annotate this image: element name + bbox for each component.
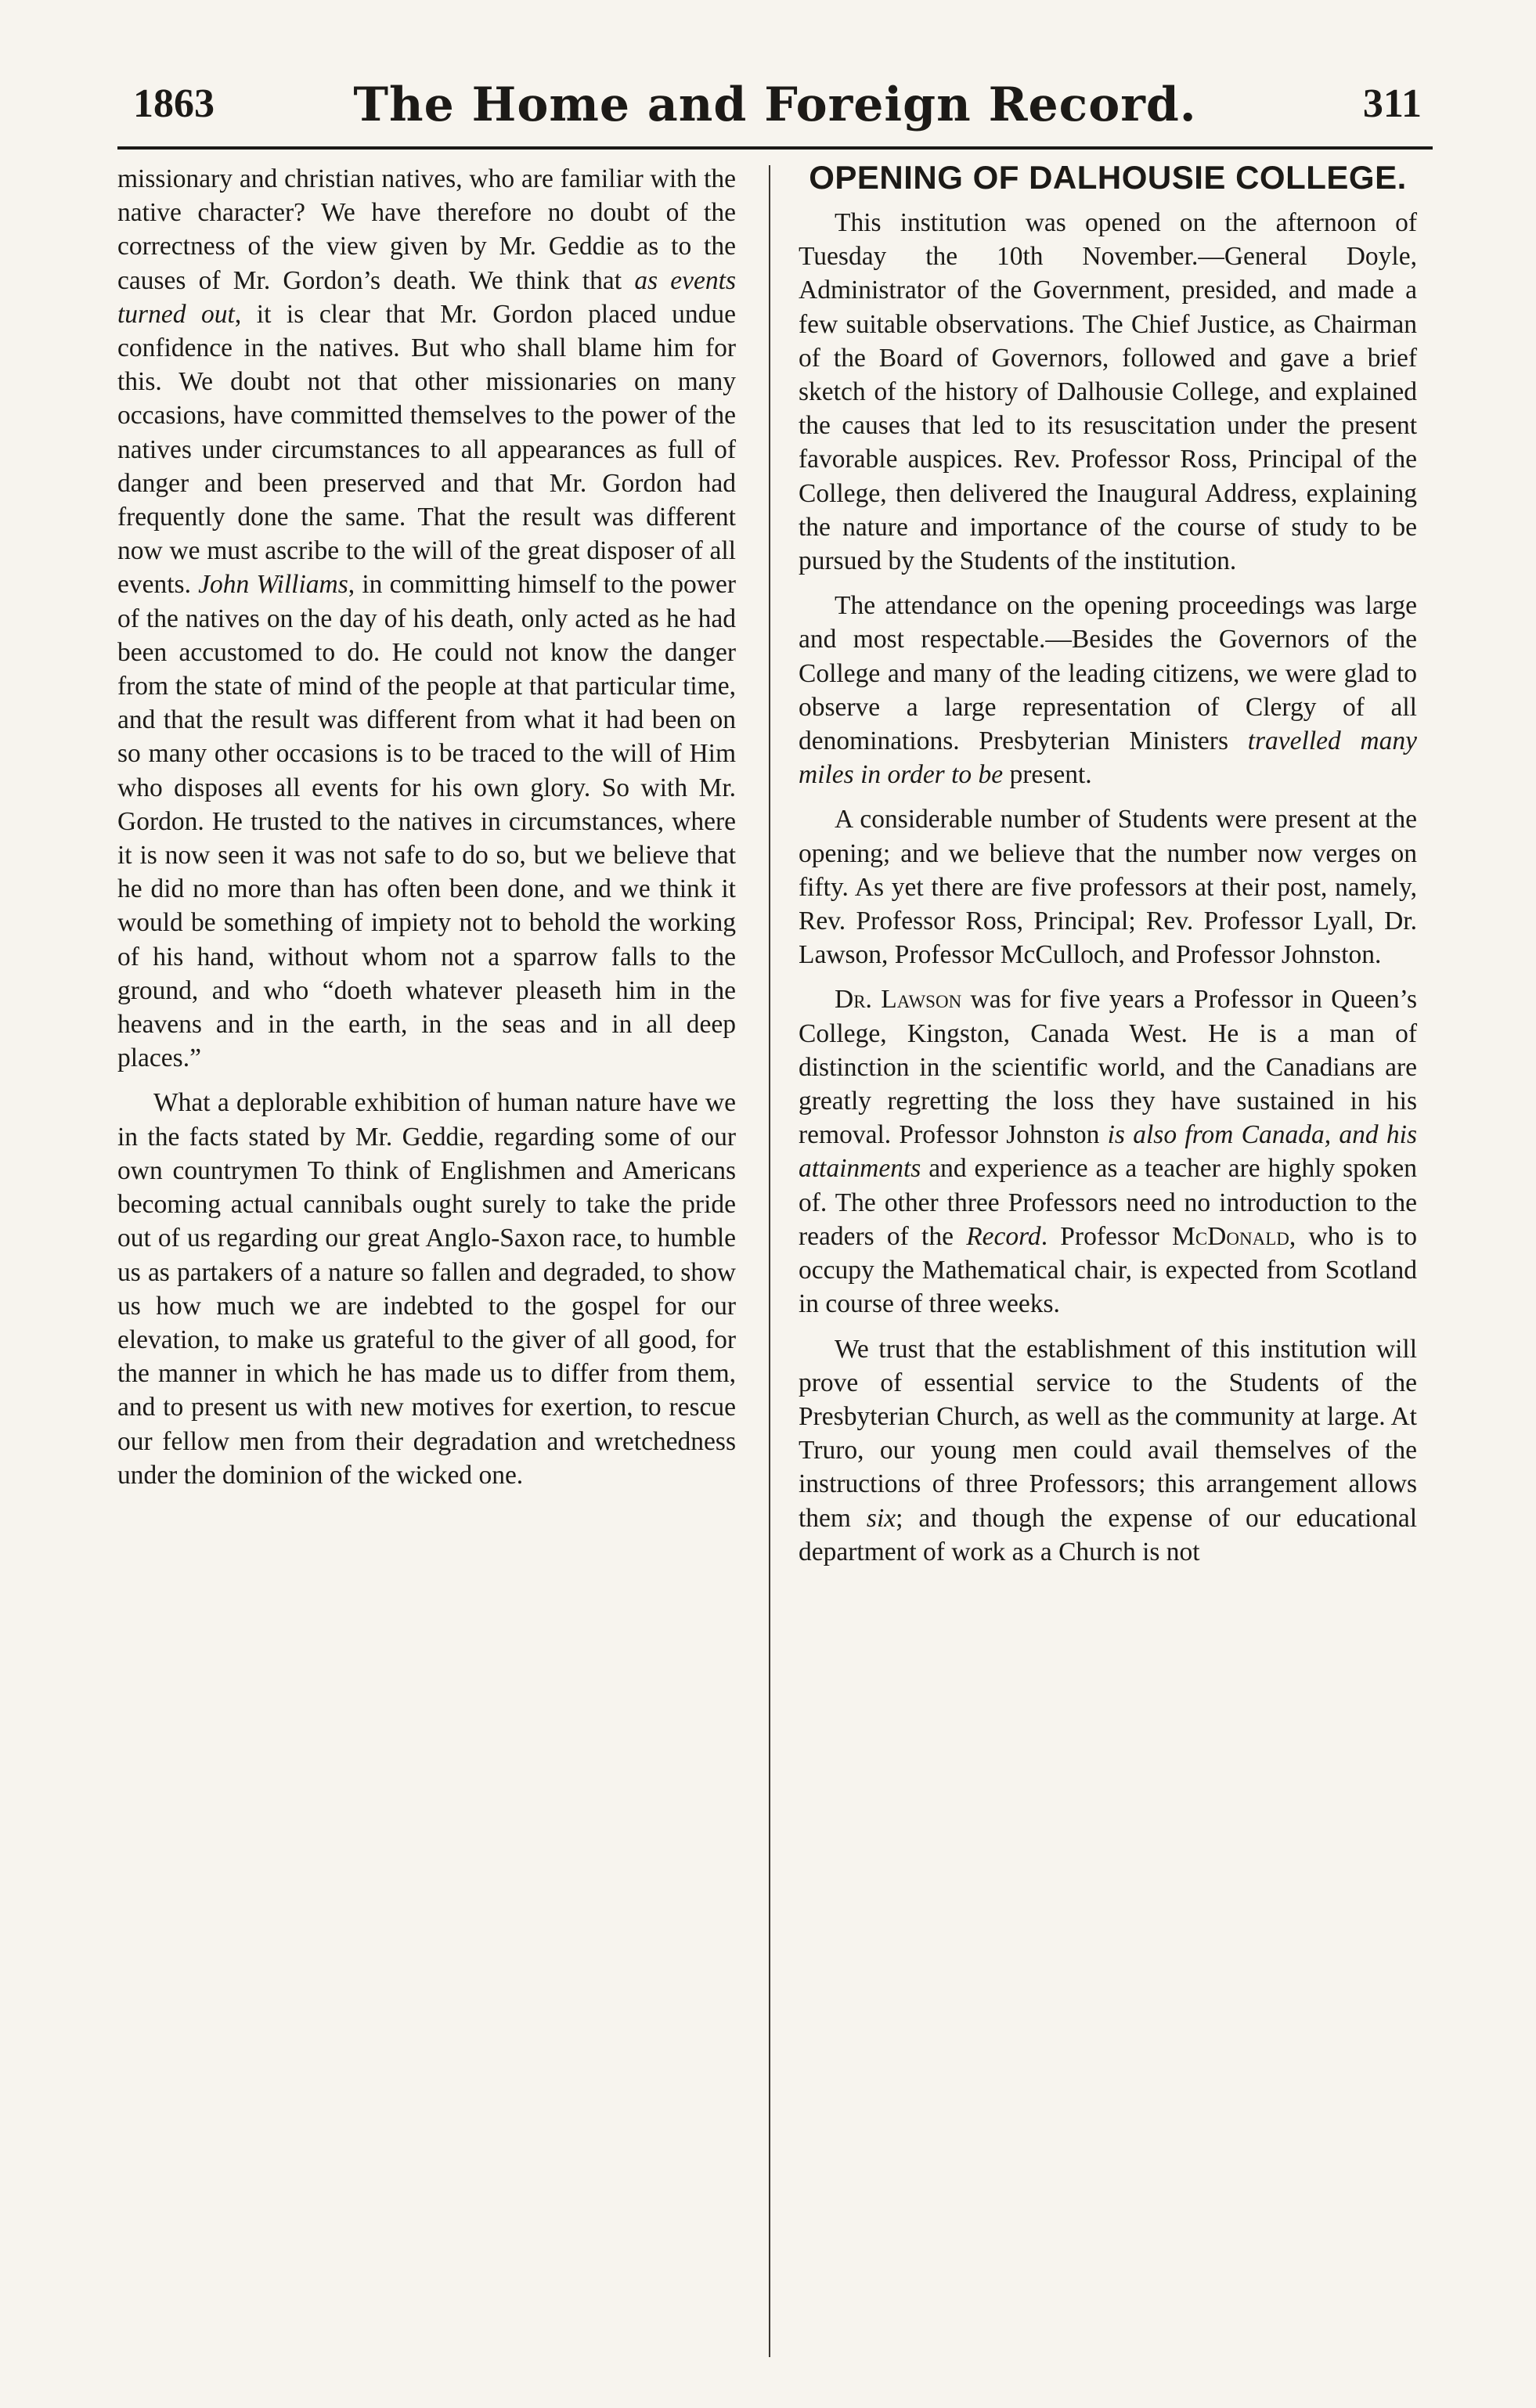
text-segment: was for five years a Professor in Queen’s College, Kingston, Canada West. He is a man of distinction in the scientific world, and the Canadians are greatly regretting the loss they have sustained in his removal. Professor Johnston bbox=[799, 985, 1418, 1150]
opening-paragraph bbox=[799, 206, 1417, 578]
italic-segment: Record bbox=[966, 1221, 1041, 1251]
text-segment: present. bbox=[1003, 760, 1092, 790]
running-header bbox=[117, 74, 1433, 150]
institution-trust-paragraph bbox=[799, 1332, 1417, 1569]
text-segment: , in committing himself to the power of the natives on the day of his death, only acted as he had been accustomed to do. He could not know the danger from the state of mind of the people at that particular time, and that the result was different from what it had been on so many other occasions is to be traced to the will of Him who disposes all events for his own glory. So with Mr. Gordon. He trusted to the natives in circumstances, where it is now seen it was not safe to do so, but we believe that he did no more than has often been done, and we think it would be something of impiety not to behold the working of his hand, without whom not a sparrow falls to the ground, and who “doeth whatever pleaseth him in the heavens and in the earth, in the seas and in all deep places.” bbox=[117, 570, 736, 1073]
journal-title: The Home and Foreign Record. bbox=[353, 78, 1197, 132]
italic-segment: John Williams bbox=[198, 570, 348, 600]
text-segment: What a deplorable exhibition of human nature have we in the facts stated by Mr. Geddie, regarding some of our own countrymen To think of Englishmen and Americans becoming actual cannibals ought surely to take the pride out of us regarding our great Anglo-Saxon race, to humble us as partakers of a nature so fallen and degraded, to show us how much we are indebted to the gospel for our elevation, to make us grateful to the giver of all good, for the manner in which he has made us to differ from them, and to present us with new motives for exertion, to rescue our fellow men from their degradation and wretchedness under the dominion of the wicked one. bbox=[117, 1088, 736, 1490]
italic-segment: travelled many miles in order to be bbox=[799, 726, 1417, 790]
right-column bbox=[799, 159, 1418, 1569]
italic-segment: is also from Canada, and his attainments bbox=[799, 1120, 1417, 1184]
professors-paragraph bbox=[799, 982, 1417, 1321]
italic-segment: as events turned out bbox=[117, 265, 736, 329]
column-divider bbox=[769, 165, 770, 2357]
human-nature-paragraph bbox=[117, 1086, 736, 1491]
text-segment: This institution was opened on the afternoon of Tuesday the 10th November.—General Doyle, Administrator of the Government, presided, and made a few suitable observations. The Chief Justice, as Chairman of the Board of Governors, followed and gave a brief sketch of the history of Dalhousie College, and explained the causes that led to its resuscitation under the present favorable auspices. Rev. Professor Ross, Principal of the College, then delivered the Inaugural Address, explaining the nature and importance of the course of study to be pursued by the Students of the institution. bbox=[799, 208, 1417, 576]
journal-page bbox=[117, 74, 1433, 2360]
text-segment: and experience as a teacher are highly spoken of. The other three Professors need no introduction to the readers of the bbox=[799, 1154, 1417, 1251]
header-year: 1863 bbox=[133, 81, 215, 126]
section-title: OPENING OF DALHOUSIE COLLEGE. bbox=[809, 159, 1407, 196]
page-number: 311 bbox=[1362, 81, 1422, 126]
gordon-death-paragraph bbox=[117, 162, 736, 1075]
text-segment: , it is clear that Mr. Gordon placed undue confidence in the natives. But who shall blame him for this. We doubt not that other missionaries on many occasions, have committed themselves to the power of the natives under circumstances to all appearances as full of danger and been preserved and that Mr. Gordon had frequently done the same. That the result was different now we must ascribe to the will of the great disposer of all events. bbox=[117, 299, 736, 600]
smallcaps-segment: Dr. Lawson bbox=[835, 985, 962, 1015]
text-segment: The attendance on the opening proceedings was large and most respectable.—Besides the Governors of the College and many of the leading citizens, we were glad to observe a large representation of Clergy of all denominations. Presbyterian Ministers bbox=[799, 591, 1417, 756]
smallcaps-segment: McDonald bbox=[1172, 1221, 1289, 1251]
text-segment: missionary and christian natives, who are familiar with the native character? We have therefore no doubt of the correctness of the view given by Mr. Geddie as to the causes of Mr. Gordon’s death. We think that bbox=[117, 164, 736, 295]
italic-segment: six bbox=[866, 1503, 896, 1533]
text-segment: A considerable number of Students were present at the opening; and we believe that the number now verges on fifty. As yet there are five professors at their post, namely, Rev. Professor Ross, Principal; Rev. Professor Lyall, Dr. Lawson, Professor McCulloch, and Professor Johnston. bbox=[799, 805, 1417, 970]
text-segment: We trust that the establishment of this institution will prove of essential service to the Students of the Presbyterian Church, as well as the community at large. At Truro, our young men could avail themselves of the instructions of three Professors; this arrangement allows them bbox=[799, 1334, 1417, 1533]
text-segment: , who is to occupy the Mathematical chair, is expected from Scotland in course of three weeks. bbox=[799, 1221, 1417, 1319]
text-segment: ; and though the expense of our educational department of work as a Church is not bbox=[799, 1503, 1418, 1566]
left-column bbox=[117, 162, 736, 1492]
students-paragraph bbox=[799, 802, 1417, 971]
article-columns bbox=[117, 159, 1433, 2360]
attendance-paragraph bbox=[799, 589, 1417, 791]
text-segment: . Professor bbox=[1040, 1221, 1173, 1251]
